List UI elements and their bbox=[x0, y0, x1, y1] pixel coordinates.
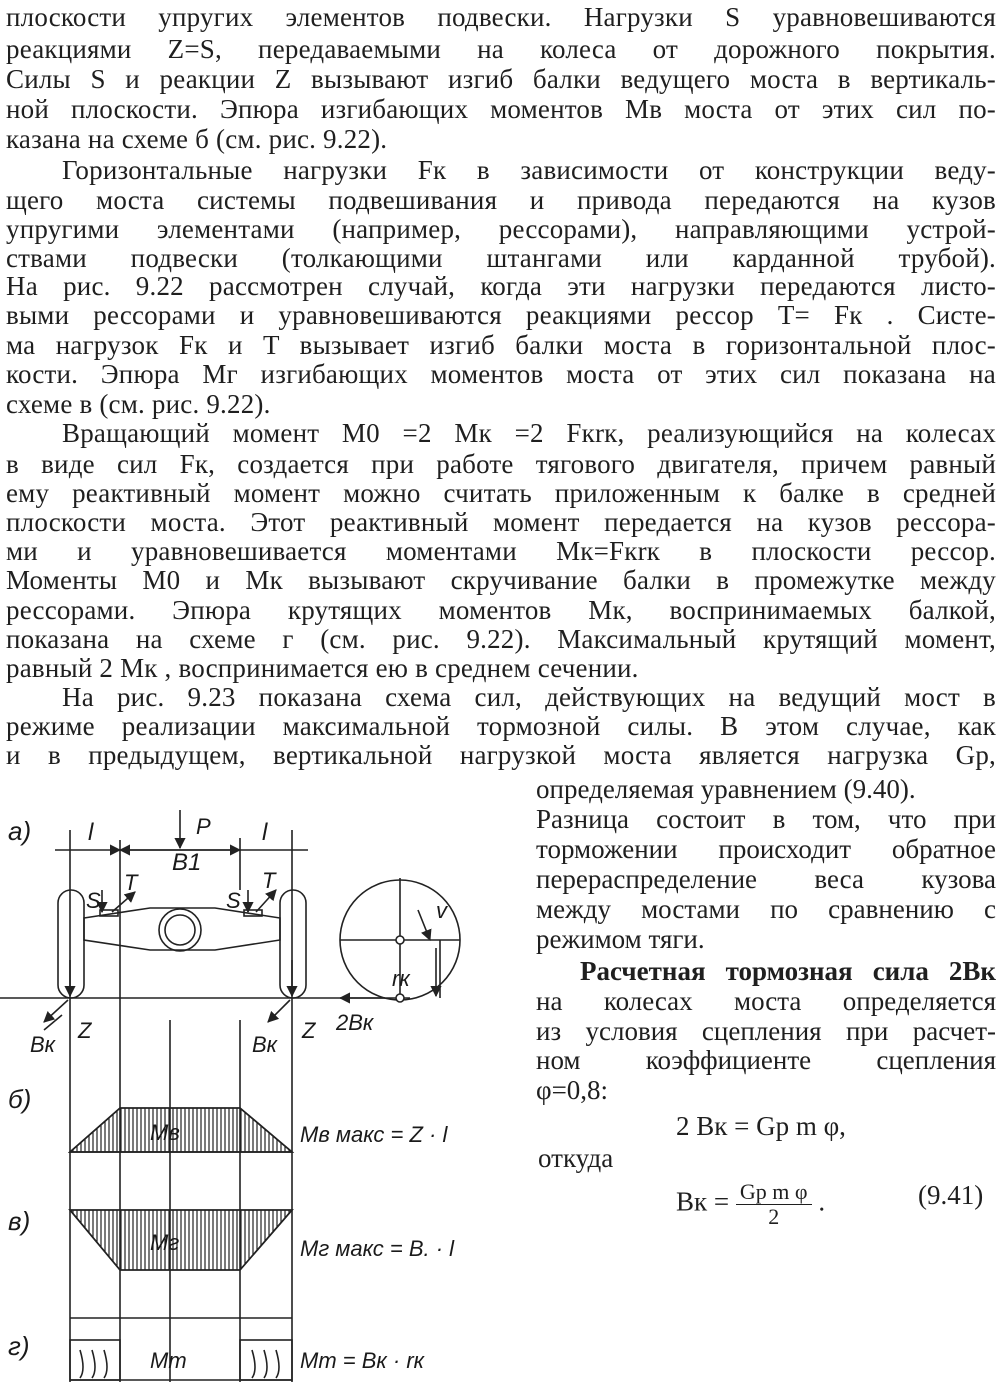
right-line-6: режимом тяги. bbox=[536, 924, 705, 954]
right-line-11: φ=0,8: bbox=[536, 1075, 609, 1105]
text-line-5: казана на схеме б (см. рис. 9.22). bbox=[6, 124, 388, 154]
label-v-speed: v bbox=[436, 898, 447, 923]
label-v: в) bbox=[8, 1206, 31, 1236]
label-mm-eq: Mm = Bк · rк bbox=[300, 1348, 425, 1373]
label-p: P bbox=[196, 814, 211, 839]
label-mv: Mв bbox=[150, 1120, 180, 1145]
label-l-right: l bbox=[262, 819, 268, 846]
label-z-right: Z bbox=[302, 1018, 316, 1043]
right-line-9: из условия сцепления при расчет- bbox=[536, 1016, 996, 1046]
text-line-22: показана на схеме г (см. рис. 9.22). Максимальный крутящий момент, bbox=[6, 624, 996, 654]
fraction-numerator: Gp m φ bbox=[736, 1180, 812, 1205]
label-z-left: Z bbox=[78, 1018, 92, 1043]
text-line-11: выми рессорами и уравновешиваются реакциями рессор T= Fк . Систе- bbox=[6, 300, 996, 330]
wheel-right bbox=[280, 890, 306, 998]
label-l-left: l bbox=[88, 819, 94, 846]
figure-9-23 bbox=[0, 790, 530, 1382]
text-line-20: Моменты M0 и Mк вызывают скручивание балки в промежутке между bbox=[6, 565, 996, 595]
text-line-17: ему реактивный момент можно считать приложенным к балке в средней bbox=[6, 478, 996, 508]
equation-end: . bbox=[818, 1186, 826, 1217]
text-line-23: равный 2 Mк , воспринимается ею в среднем сечении. bbox=[6, 653, 639, 683]
label-mg-max: Mг макс = B. · l bbox=[300, 1236, 455, 1261]
diagram-v-moment bbox=[70, 1210, 292, 1270]
text-line-9: ствами подвески (толкающими штангами или карданной трубой). bbox=[6, 243, 996, 273]
label-g: г) bbox=[8, 1331, 30, 1361]
text-line-26: и в предыдущем, вертикальной нагрузкой моста является нагрузка Gp, bbox=[6, 740, 996, 770]
text-line-12: ма нагрузок Fк и T вызывает изгиб балки моста в горизонтальной плос- bbox=[6, 330, 996, 360]
text-line-8: упругими элементами (например, рессорами), направляющими устрой- bbox=[6, 214, 996, 244]
equation-number: (9.41) bbox=[918, 1180, 984, 1210]
label-b1: B1 bbox=[172, 849, 202, 876]
text-line-18: плоскости моста. Этот реактивный момент передается на кузов рессора- bbox=[6, 507, 996, 537]
text-line-16: в виде сил Fк, создается при работе тягового двигателя, причем равный bbox=[6, 449, 996, 479]
text-line-21: рессорами. Эпюра крутящих моментов Mк, воспринимаемых балкой, bbox=[6, 595, 996, 625]
label-rk: rк bbox=[392, 966, 410, 991]
text-otkuda: откуда bbox=[538, 1143, 614, 1173]
equation-fraction bbox=[736, 1180, 812, 1229]
text-line-3: Силы S и реакции Z вызывают изгиб балки ведущего моста в вертикаль- bbox=[6, 64, 996, 94]
wheel-left bbox=[58, 890, 84, 998]
label-bk-left: Bк bbox=[30, 1032, 56, 1057]
text-line-14: схеме в (см. рис. 9.22). bbox=[6, 389, 271, 419]
right-line-1: определяемая уравнением (9.40). bbox=[536, 774, 916, 804]
axle-beam bbox=[84, 908, 280, 950]
fraction-denominator: 2 bbox=[768, 1204, 780, 1229]
text-line-1: плоскости упругих элементов подвески. Нагрузки S уравновешиваются bbox=[6, 2, 996, 32]
text-line-6: Горизонтальные нагрузки Fк в зависимости от конструкции веду- bbox=[62, 155, 996, 185]
label-t-right: T bbox=[262, 868, 276, 893]
label-2bk: 2Bк bbox=[336, 1010, 374, 1035]
equation-braking-force: 2 Bк = Gp m φ, bbox=[676, 1111, 846, 1141]
text-line-10: На рис. 9.22 рассмотрен случай, когда эти нагрузки передаются листо- bbox=[6, 271, 996, 301]
label-s-left: S bbox=[86, 888, 101, 913]
right-line-4: перераспределение веса кузова bbox=[536, 864, 996, 894]
text-line-25: режиме реализации максимальной тормозной силы. В этом случае, как bbox=[6, 711, 996, 741]
text-line-4: ной плоскости. Эпюра изгибающих моментов Mв моста от этих сил по- bbox=[6, 94, 996, 124]
label-mg: Mг bbox=[150, 1230, 180, 1255]
right-line-2: Разница состоит в том, что при bbox=[536, 804, 996, 834]
label-mv-max: Mв макс = Z · l bbox=[300, 1122, 448, 1147]
label-a: а) bbox=[8, 816, 32, 846]
right-line-7: Расчетная тормозная сила 2Bк bbox=[580, 956, 996, 986]
text-line-13: кости. Эпюра Mг изгибающих моментов моста от этих сил показана на bbox=[6, 359, 996, 389]
right-line-5: между мостами по сравнению с bbox=[536, 894, 996, 924]
right-line-3: торможении происходит обратное bbox=[536, 834, 996, 864]
diagram-b-moment bbox=[70, 1108, 292, 1152]
label-b: б) bbox=[8, 1084, 32, 1114]
label-mm: Mm bbox=[150, 1348, 187, 1373]
text-line-19: ми и уравновешивается моментами Mк=Fкrк в плоскости рессор. bbox=[6, 536, 996, 566]
label-bk-right: Bк bbox=[252, 1032, 278, 1057]
label-s-right: S bbox=[226, 888, 241, 913]
right-line-8: на колесах моста определяется bbox=[536, 986, 996, 1016]
equation-lhs: Bк = bbox=[676, 1186, 730, 1217]
text-line-2: реакциями Z=S, передаваемыми на колеса от дорожного покрытия. bbox=[6, 34, 996, 64]
text-line-7: щего моста системы подвешивания и привода передаются на кузов bbox=[6, 185, 996, 215]
label-t-left: T bbox=[124, 870, 138, 895]
text-line-24: На рис. 9.23 показана схема сил, действующих на ведущий мост в bbox=[62, 682, 996, 712]
right-line-10: ном коэффициенте сцепления bbox=[536, 1045, 996, 1075]
equation-9-41 bbox=[676, 1180, 825, 1229]
text-line-15: Вращающий момент M0 =2 Mк =2 Fкrк, реализующийся на колесах bbox=[62, 418, 996, 448]
